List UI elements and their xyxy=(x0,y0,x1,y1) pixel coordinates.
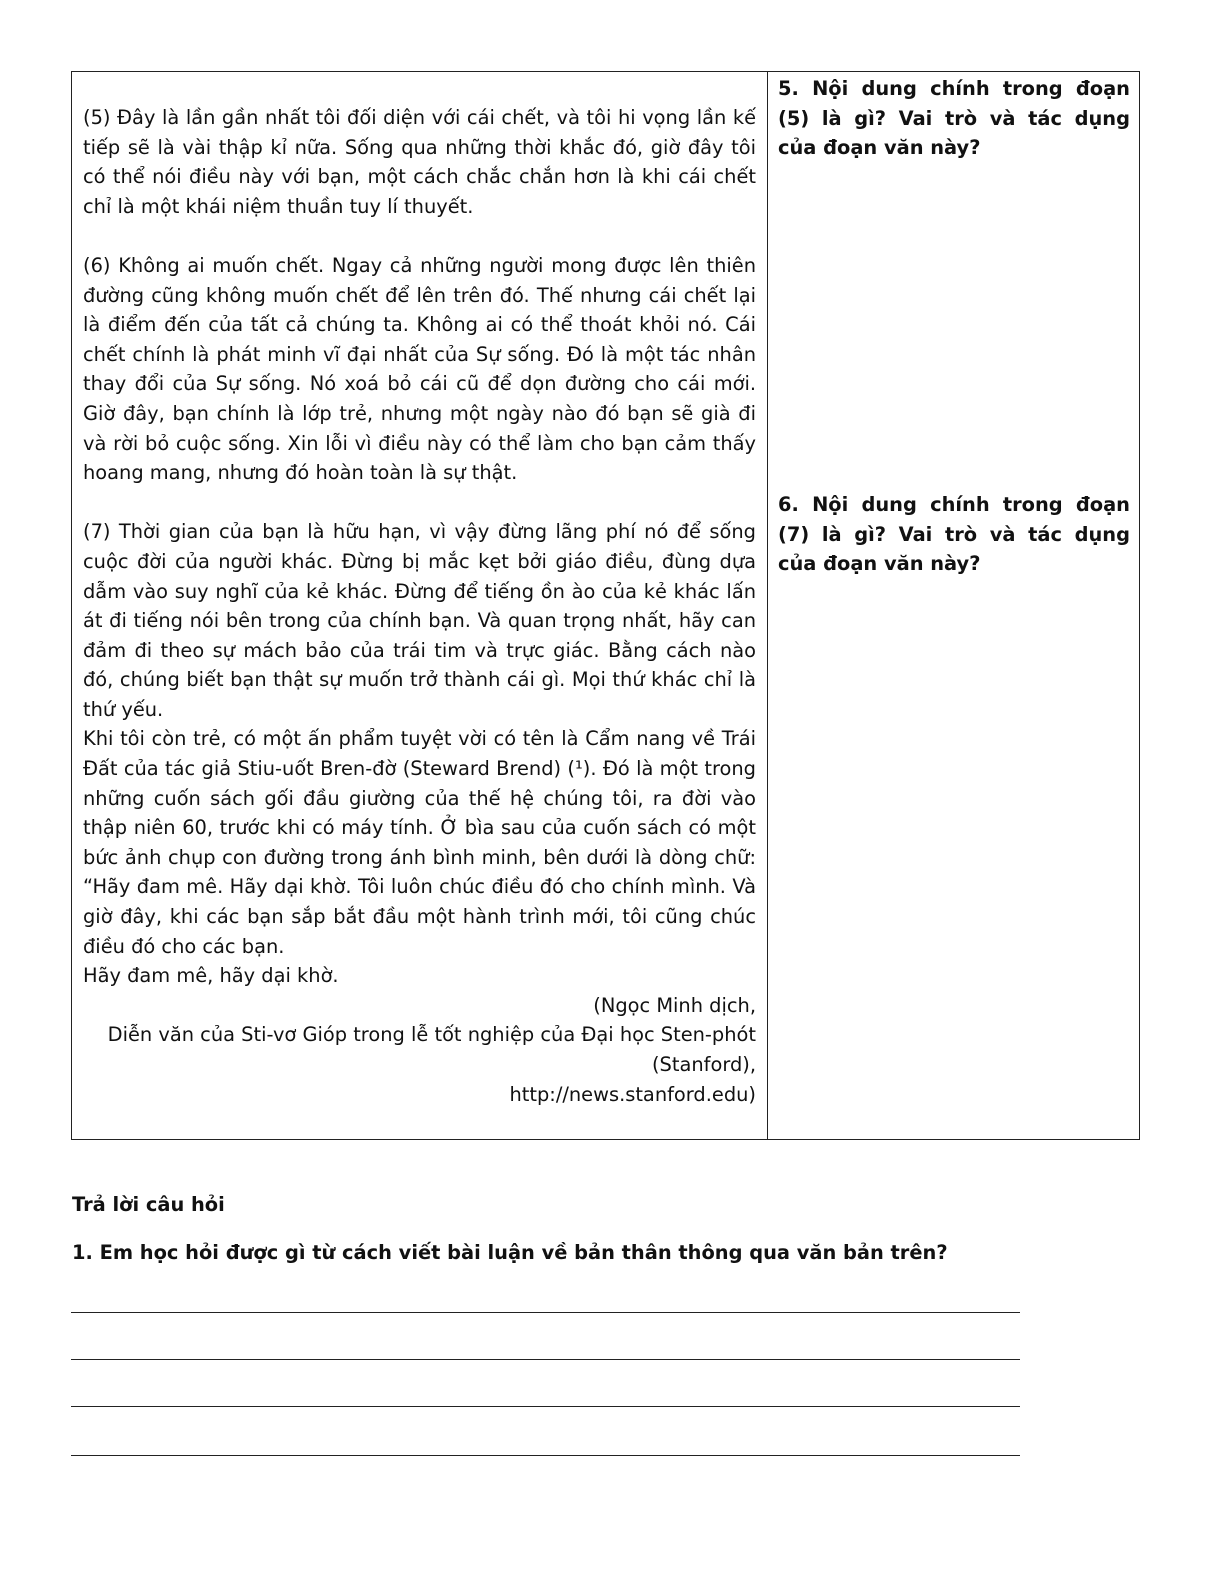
question-6: 6. Nội dung chính trong đoạn (7) là gì? Vai trò và tác dụng của đoạn văn này? xyxy=(778,493,1130,576)
paragraph-5: (5) Đây là lần gần nhất tôi đối diện với cái chết, và tôi hi vọng lần kế tiếp sẽ là vài thập kỉ nữa. Sống qua những thời khắc đó, giờ đây tôi có thể nói điều này với bạn, một cách chắc chắn hơn là khi cái chết chỉ là một khái niệm thuần tuy lí thuyết. xyxy=(83,106,756,218)
source-url: http://news.stanford.edu) xyxy=(509,1082,756,1106)
source-citation xyxy=(83,991,756,1109)
paragraph-8: Khi tôi còn trẻ, có một ấn phẩm tuyệt vời có tên là Cẩm nang về Trái Đất của tác giả Stiu-uốt Bren-đờ (Steward Brend) (¹). Đó là một trong những cuốn sách gối đầu giường của thế hệ chúng tôi, ra đời vào thập niên 60, trước khi có máy tính. Ở bìa sau của cuốn sách có một bức ảnh chụp con đường trong ánh bình minh, bên dưới là dòng chữ: “Hãy đam mê. Hãy dại khờ. Tôi luôn chúc điều đó cho chính mình. Và giờ đây, khi các bạn sắp bắt đầu một hành trình mới, tôi cũng chúc điều đó cho các bạn. xyxy=(83,727,756,958)
column-divider xyxy=(767,72,768,1139)
source-speech: Diễn văn của Sti-vơ Gióp trong lễ tốt nghiệp của Đại học Sten-phót (Stanford), xyxy=(107,1023,756,1076)
paragraph-6: (6) Không ai muốn chết. Ngay cả những người mong được lên thiên đường cũng không muốn chết để lên trên đó. Thế nhưng cái chết lại là điểm đến của tất cả chúng ta. Không ai có thể thoát khỏi nó. Cái chết chính là phát minh vĩ đại nhất của Sự sống. Đó là một tác nhân thay đổi của Sự sống. Nó xoá bỏ cái cũ để dọn đường cho cái mới. Giờ đây, bạn chính là lớp trẻ, nhưng một ngày nào đó bạn sẽ già đi và rời bỏ cuộc sống. Xin lỗi vì điều này có thể làm cho bạn cảm thấy hoang mang, nhưng đó hoàn toàn là sự thật. xyxy=(83,253,756,485)
answer-line[interactable] xyxy=(71,1455,1020,1456)
passage-table xyxy=(71,71,1140,1140)
answer-line[interactable] xyxy=(71,1406,1020,1407)
source-translator: (Ngọc Minh dịch, xyxy=(593,993,756,1017)
passage-column xyxy=(83,103,756,1109)
paragraph-9: Hãy đam mê, hãy dại khờ. xyxy=(83,964,339,988)
answer-heading: Trả lời câu hỏi xyxy=(72,1193,225,1216)
answer-line[interactable] xyxy=(71,1312,1020,1313)
question-5: 5. Nội dung chính trong đoạn (5) là gì? Vai trò và tác dụng của đoạn văn này? xyxy=(778,77,1130,160)
answer-line[interactable] xyxy=(71,1359,1020,1360)
paragraph-7: (7) Thời gian của bạn là hữu hạn, vì vậy đừng lãng phí nó để sống cuộc đời của người khác. Đừng bị mắc kẹt bởi giáo điều, đùng dựa dẫm vào suy nghĩ của kẻ khác. Đừng để tiếng ồn ào của kẻ khác lấn át đi tiếng nói bên trong của chính bạn. Và quan trọng nhất, hãy can đảm đi theo sự mách bảo của trái tim và trực giác. Bằng cách nào đó, chúng biết bạn thật sự muốn trở thành cái gì. Mọi thứ khác chỉ là thứ yếu. xyxy=(83,520,756,721)
answer-question-1: 1. Em học hỏi được gì từ cách viết bài luận về bản thân thông qua văn bản trên? xyxy=(72,1241,948,1264)
